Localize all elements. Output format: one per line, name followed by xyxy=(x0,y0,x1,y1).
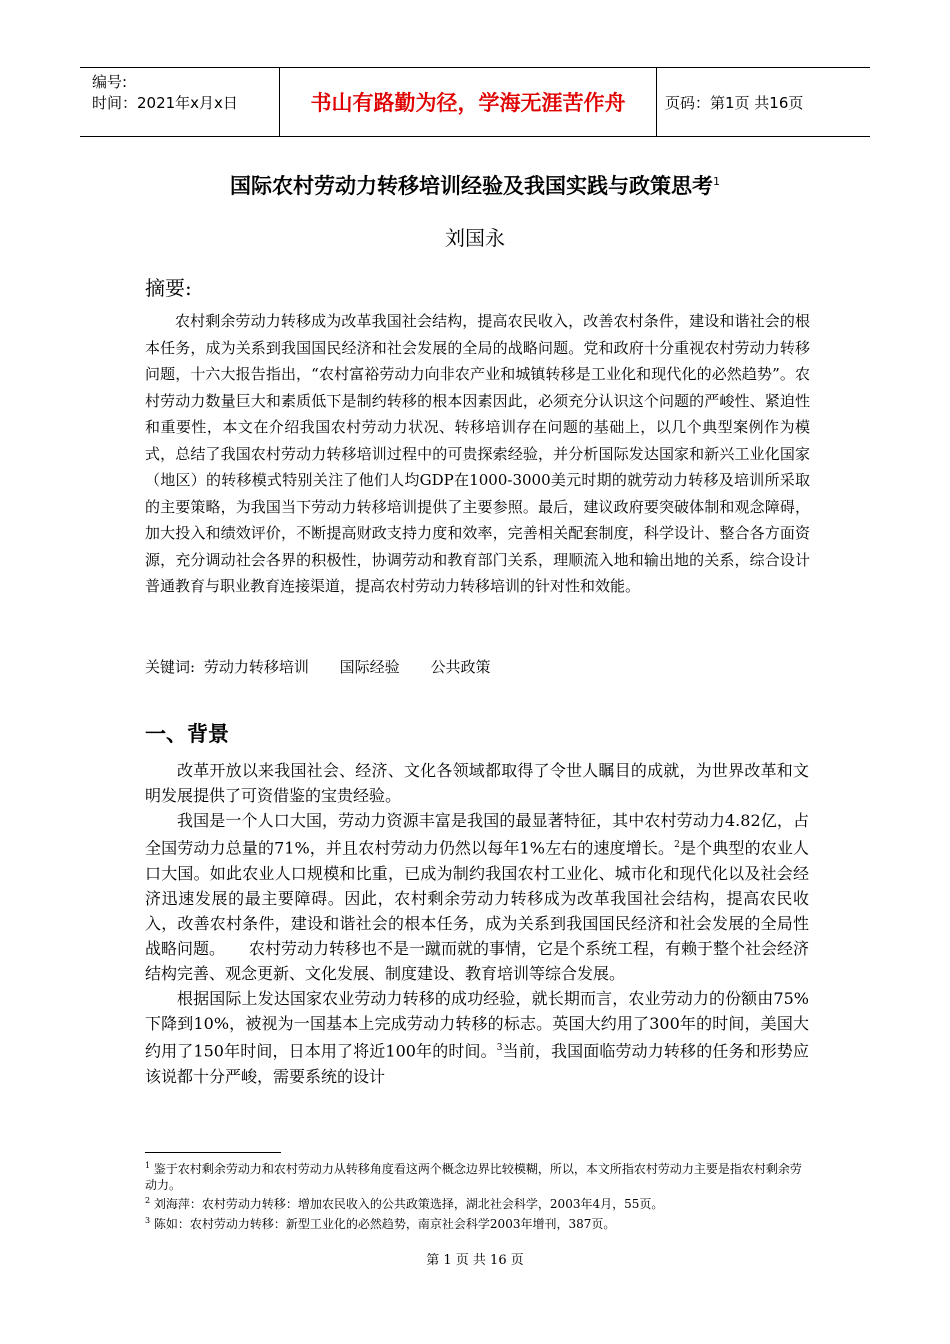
footnote-divider xyxy=(145,1152,281,1153)
document-title xyxy=(0,170,950,200)
body-paragraph xyxy=(145,986,809,1089)
header-date-label: 时间：2021年x月x日 xyxy=(92,94,238,112)
document-header-table xyxy=(80,67,870,137)
keywords-label: 关键词: xyxy=(145,658,196,676)
keywords-line xyxy=(145,656,508,677)
footnote-text: 鉴于农村剩余劳动力和农村劳动力从转移角度看这两个概念边界比较模糊，所以，本文所指农村劳动力主要是指农村剩余劳动力。 xyxy=(145,1162,802,1192)
page-footer: 第 1 页 共 16 页 xyxy=(426,1253,524,1268)
header-motto: 书山有路勤为径，学海无涯苦作舟 xyxy=(280,68,657,136)
title-text: 国际农村劳动力转移培训经验及我国实践与政策思考 xyxy=(230,174,713,198)
section-heading: 一、背景 xyxy=(145,722,229,746)
footnote-number: 2 xyxy=(145,1196,151,1206)
paragraph-text: 根据国际上发达国家农业劳动力转移的成功经验，就长期而言，农业劳动力的份额由75%下降到10%，被视为一国基本上完成劳动力转移的标志。英国大约用了300年的时间，美国大约用了150年时间，日本用了将近100年的时间。 xyxy=(145,989,809,1061)
footnote-number: 3 xyxy=(145,1215,151,1225)
footnote-item xyxy=(145,1193,810,1213)
header-number-label: 编号: xyxy=(92,73,128,91)
header-meta-cell xyxy=(80,68,280,136)
abstract-heading: 摘要: xyxy=(145,276,192,300)
footnote-text: 陈如：农村劳动力转移：新型工业化的必然趋势，南京社会科学2003年增刊，387页。 xyxy=(153,1216,616,1231)
author-name: 刘国永 xyxy=(445,226,505,250)
title-footnote-ref: 1 xyxy=(713,175,720,188)
keyword-item: 公共政策 xyxy=(430,658,491,676)
footnote-number: 1 xyxy=(145,1161,151,1170)
body-paragraph xyxy=(145,808,809,986)
paragraph-text: 我国是一个人口大国，劳动力资源丰富是我国的最显著特征，其中农村劳动力4.82亿，占全国劳动力总量的71%，并且农村劳动力仍然以每年1%左右的速度增长。 xyxy=(145,811,809,858)
footnote-ref: 2 xyxy=(674,840,680,851)
body-paragraph: 改革开放以来我国社会、经济、文化各领域都取得了令世人瞩目的成就，为世界改革和文明发展提供了可资借鉴的宝贵经验。 xyxy=(145,761,809,806)
paragraph-text: 是个典型的农业人口大国。如此农业人口规模和比重，已成为制约我国农村工业化、城市化和现代化以及社会经济迅速发展的最主要障碍。因此，农村剩余劳动力转移成为改革我国社会结构，提高农民收入，改善农村条件，建设和谐社会的根本任务，成为关系到我国国民经济和社会发展的全局性战略问题。 农村劳动力转移也不是一蹴而就的事情，它是个系统工程，有赖于整个社会经济结构完善、观念更新、文化发展、制度建设、教育培训等综合发展。 xyxy=(145,838,810,984)
paragraph-text: 当前，我国面临劳动力转移的任务和形势应该说都十分严峻，需要系统的设计 xyxy=(145,1041,809,1086)
section-body xyxy=(145,758,809,1089)
keyword-item: 劳动力转移培训 xyxy=(203,658,309,676)
footnotes xyxy=(145,1158,810,1232)
footnote-item xyxy=(145,1158,810,1193)
footnote-text: 刘海萍：农村劳动力转移：增加农民收入的公共政策选择，湖北社会科学，2003年4月，55页。 xyxy=(153,1197,664,1212)
keyword-item: 国际经验 xyxy=(339,658,400,676)
abstract-body: 农村剩余劳动力转移成为改革我国社会结构，提高农民收入，改善农村条件，建设和谐社会的根本任务，成为关系到我国国民经济和社会发展的全局的战略问题。党和政府十分重视农村劳动力转移问题，十六大报告指出，“农村富裕劳动力向非农产业和城镇转移是工业化和现代化的必然趋势”。农村劳动力数量巨大和素质低下是制约转移的根本因素因此，必须充分认识这个问题的严峻性、紧迫性和重要性，本文在介绍我国农村劳动力状况、转移培训存在问题的基础上，以几个典型案例作为模式，总结了我国农村劳动力转移培训过程中的可贵探索经验，并分析国际发达国家和新兴工业化国家（地区）的转移模式特别关注了他们人均GDP在1000-3000美元时期的就劳动力转移及培训所采取的主要策略，为我国当下劳动力转移培训提供了主要参照。最后，建议政府要突破体制和观念障碍，加大投入和绩效评价，不断提高财政支持力度和效率，完善相关配套制度，科学设计、整合各方面资源，充分调动社会各界的积极性，协调劳动和教育部门关系，理顺流入地和输出地的关系，综合设计普通教育与职业教育连接渠道，提高农村劳动力转移培训的针对性和效能。 xyxy=(145,312,810,595)
footnote-ref: 3 xyxy=(496,1043,503,1054)
footnote-item xyxy=(145,1213,810,1233)
header-page-label: 页码：第1页 共16页 xyxy=(665,93,804,112)
